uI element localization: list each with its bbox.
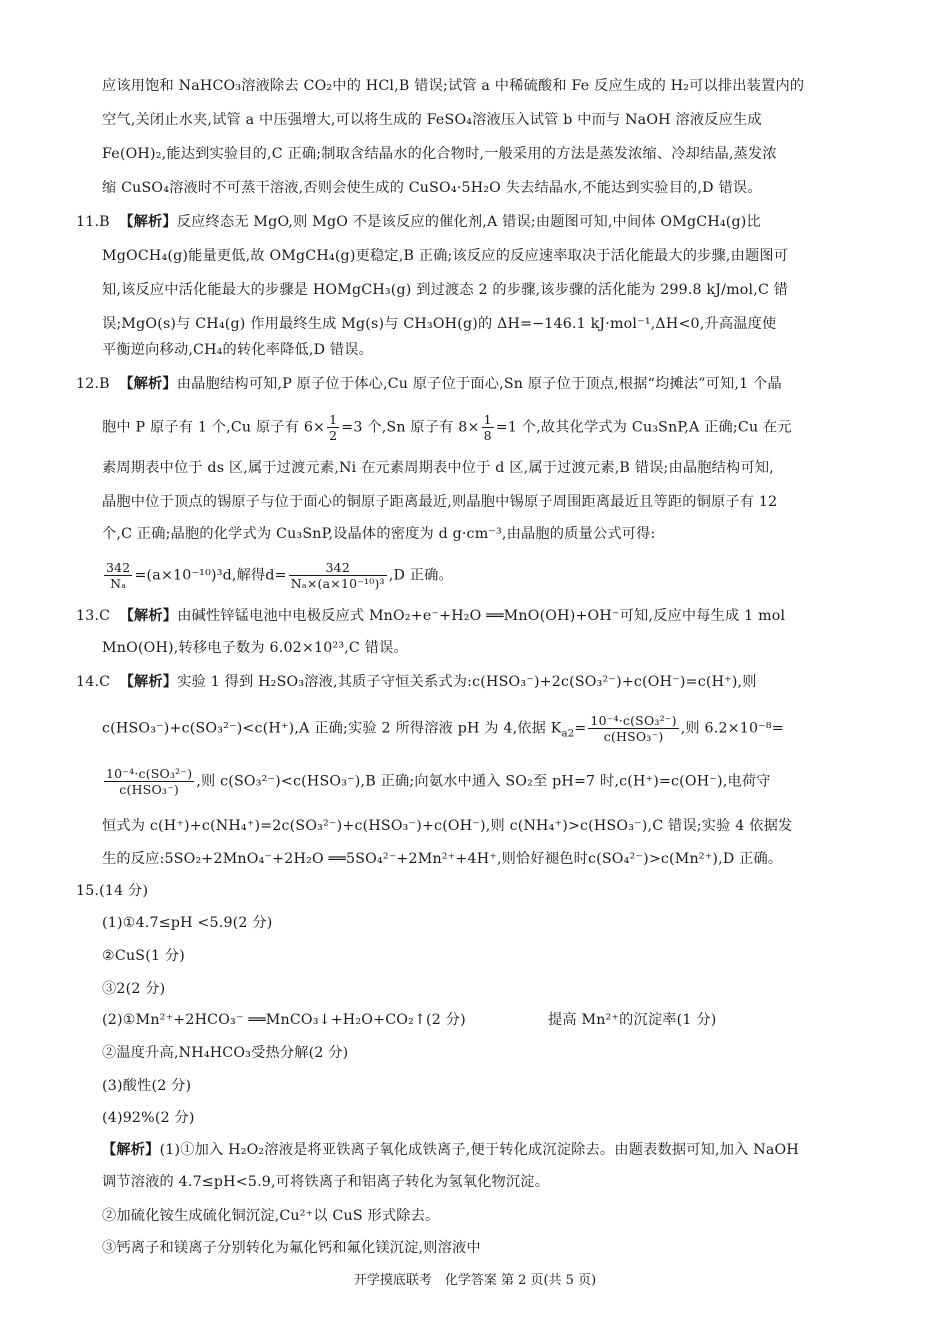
text-line: (1)①4.7≤pH <5.9(2 分) xyxy=(102,915,273,931)
text-line-with-fractions: 胞中 P 原子有 1 个,Cu 原子有 6× $\frac{1}{2}$ =3 个,Sn 原子有 8× $\frac{1}{8}$ =1 个,故其化学式为 Cu₃SnP,A 正确;Cu 在元 xyxy=(102,412,792,443)
text-line: 平衡逆向移动,CH₄的转化率降低,D 错误。 xyxy=(102,342,374,358)
fraction: $\frac{\text{10⁻⁴·c(SO₃²⁻)}}{\text{c(HSO₃⁻)}}$ xyxy=(106,766,193,797)
text-line: 提高 Mn²⁺的沉淀率(1 分) xyxy=(548,1012,717,1028)
fraction: $\frac{1}{8}$ xyxy=(483,412,492,443)
text-line: 恒式为 c(H⁺)+c(NH₄⁺)=2c(SO₃²⁻)+c(HSO₃⁻)+c(OH⁻),则 c(NH₄⁺)>c(HSO₃⁻),C 错误;实验 4 依据发 xyxy=(102,818,793,834)
text-line: 实验 1 得到 H₂SO₃溶液,其质子守恒关系式为:c(HSO₃⁻)+2c(SO₃²⁻)+c(OH⁻)=c(H⁺),则 xyxy=(177,674,757,690)
question-14 xyxy=(76,672,757,692)
page-footer: 开学摸底联考 化学答案 第 2 页(共 5 页) xyxy=(353,1273,597,1288)
text-line: 个,C 正确;晶胞的化学式为 Cu₃SnP,设晶体的密度为 d g·cm⁻³,由晶胞的质量公式可得: xyxy=(102,526,656,542)
question-13 xyxy=(76,606,785,626)
text-line: ②加硫化铵生成硫化铜沉淀,Cu²⁺以 CuS 形式除去。 xyxy=(102,1208,440,1224)
text-line: 由碱性锌锰电池中电极反应式 MnO₂+e⁻+H₂O ══MnO(OH)+OH⁻可知,反应中每生成 1 mol xyxy=(177,608,786,624)
fraction: $\frac{1}{2}$ xyxy=(329,412,338,443)
fraction: $\frac{342}{\text{Nₐ×(a×10⁻¹⁰)³}}$ xyxy=(290,560,385,591)
text-line: Fe(OH)₂,能达到实验目的,C 正确;制取含结晶水的化合物时,一般采用的方法是蒸发浓缩、冷却结晶,蒸发浓 xyxy=(102,146,777,162)
answer-number: 14.C xyxy=(76,674,111,690)
text-line: 知,该反应中活化能最大的步骤是 HOMgCH₃(g) 到过渡态 2 的步骤,该步骤的活化能为 299.8 kJ/mol,C 错 xyxy=(102,282,789,298)
text-line-with-fraction: c(HSO₃⁻)+c(SO₃²⁻)<c(H⁺),A 正确;实验 2 所得溶液 pH 为 4,依据 $K_{a2}=$ $\frac{\text{10⁻⁴·c(SO₃²⁻)}}{\text{c(HSO₃⁻)}}$ ,则 6.2×10⁻⁸= xyxy=(102,713,784,744)
fraction: $\frac{342}{\text{Nₐ}}$ xyxy=(106,560,131,591)
answer-number: 13.C xyxy=(76,608,111,624)
text-line: (2)①Mn²⁺+2HCO₃⁻ ══MnCO₃↓+H₂O+CO₂↑(2 分) xyxy=(102,1012,466,1028)
answer-number: 11.B xyxy=(76,214,110,230)
text-line: (1)①加入 H₂O₂溶液是将亚铁离子氧化成铁离子,便于转化成沉淀除去。由题表数据可知,加入 NaOH xyxy=(159,1142,799,1158)
text-line: ②CuS(1 分) xyxy=(102,948,186,964)
text-line: ②温度升高,NH₄HCO₃受热分解(2 分) xyxy=(102,1045,349,1061)
text-line-with-fraction: $\frac{\text{10⁻⁴·c(SO₃²⁻)}}{\text{c(HSO₃⁻)}}$ ,则 c(SO₃²⁻)<c(HSO₃⁻),B 正确;向氨水中通入 SO₂至 pH=7 时,c(H⁺)=c(OH⁻),电荷守 xyxy=(106,766,771,797)
analysis-tag: 【解析】 xyxy=(119,608,178,624)
text-line: MnO(OH),转移电子数为 6.02×10²³,C 错误。 xyxy=(102,640,408,656)
text-line: 由晶胞结构可知,P 原子位于体心,Cu 原子位于面心,Sn 原子位于顶点,根据“均摊法”可知,1 个晶 xyxy=(176,376,782,392)
text-line: 缩 CuSO₄溶液时不可蒸干溶液,否则会使生成的 CuSO₄·5H₂O 失去结晶水,不能达到实验目的,D 错误。 xyxy=(102,180,762,196)
analysis-tag: 【解析】 xyxy=(102,1142,160,1158)
text-line: 空气,关闭止水夹,试管 a 中压强增大,可以将生成的 FeSO₄溶液压入试管 b 中而与 NaOH 溶液反应生成 xyxy=(102,112,762,128)
analysis-tag: 【解析】 xyxy=(119,674,178,690)
text-line: (4)92%(2 分) xyxy=(102,1110,195,1126)
text-line: 晶胞中位于顶点的锡原子与位于面心的铜原子距离最近,则晶胞中锡原子周围距离最近且等距的铜原子有 12 xyxy=(102,494,778,510)
question-11 xyxy=(76,212,761,232)
text-line: MgOCH₄(g)能量更低,故 OMgCH₄(g)更稳定,B 正确;该反应的反应速率取决于活化能最大的步骤,由题图可 xyxy=(102,248,789,264)
analysis-tag: 【解析】 xyxy=(119,376,177,392)
text-line: 素周期表中位于 ds 区,属于过渡元素,Ni 在元素周期表中位于 d 区,属于过渡元素,B 错误;由晶胞结构可知, xyxy=(102,460,774,476)
text-line: 生的反应:5SO₂+2MnO₄⁻+2H₂O ══5SO₄²⁻+2Mn²⁺+4H⁺,则恰好褪色时c(SO₄²⁻)>c(Mn²⁺),D 正确。 xyxy=(102,851,783,867)
analysis-paragraph xyxy=(102,1140,799,1160)
text-line: ③钙离子和镁离子分别转化为氟化钙和氟化镁沉淀,则溶液中 xyxy=(102,1240,481,1256)
text-line: 误;MgO(s)与 CH₄(g) 作用最终生成 Mg(s)与 CH₃OH(g)的 ΔH=−146.1 kJ·mol⁻¹,ΔH<0,升高温度使 xyxy=(102,316,777,332)
text-line: (3)酸性(2 分) xyxy=(102,1078,192,1094)
text-line: 应该用饱和 NaHCO₃溶液除去 CO₂中的 HCl,B 错误;试管 a 中稀硫酸和 Fe 反应生成的 H₂可以排出装置内的 xyxy=(102,78,805,94)
fraction: $\frac{\text{10⁻⁴·c(SO₃²⁻)}}{\text{c(HSO₃⁻)}}$ xyxy=(590,713,677,744)
question-15-heading: 15.(14 分) xyxy=(76,883,149,899)
text-line: ③2(2 分) xyxy=(102,981,166,997)
text-line: 反应终态无 MgO,则 MgO 不是该反应的催化剂,A 错误;由题图可知,中间体 OMgCH₄(g)比 xyxy=(176,214,761,230)
density-equation: $\frac{342}{\text{Nₐ}}$ =(a×10⁻¹⁰)³d,解得d= $\frac{342}{\text{Nₐ×(a×10⁻¹⁰)³}}$ ,D 正确。 xyxy=(106,560,453,591)
analysis-tag: 【解析】 xyxy=(119,214,177,230)
question-12 xyxy=(76,374,782,394)
text-line: 调节溶液的 4.7≤pH<5.9,可将铁离子和铝离子转化为氢氧化物沉淀。 xyxy=(102,1174,550,1190)
answer-number: 12.B xyxy=(76,376,110,392)
